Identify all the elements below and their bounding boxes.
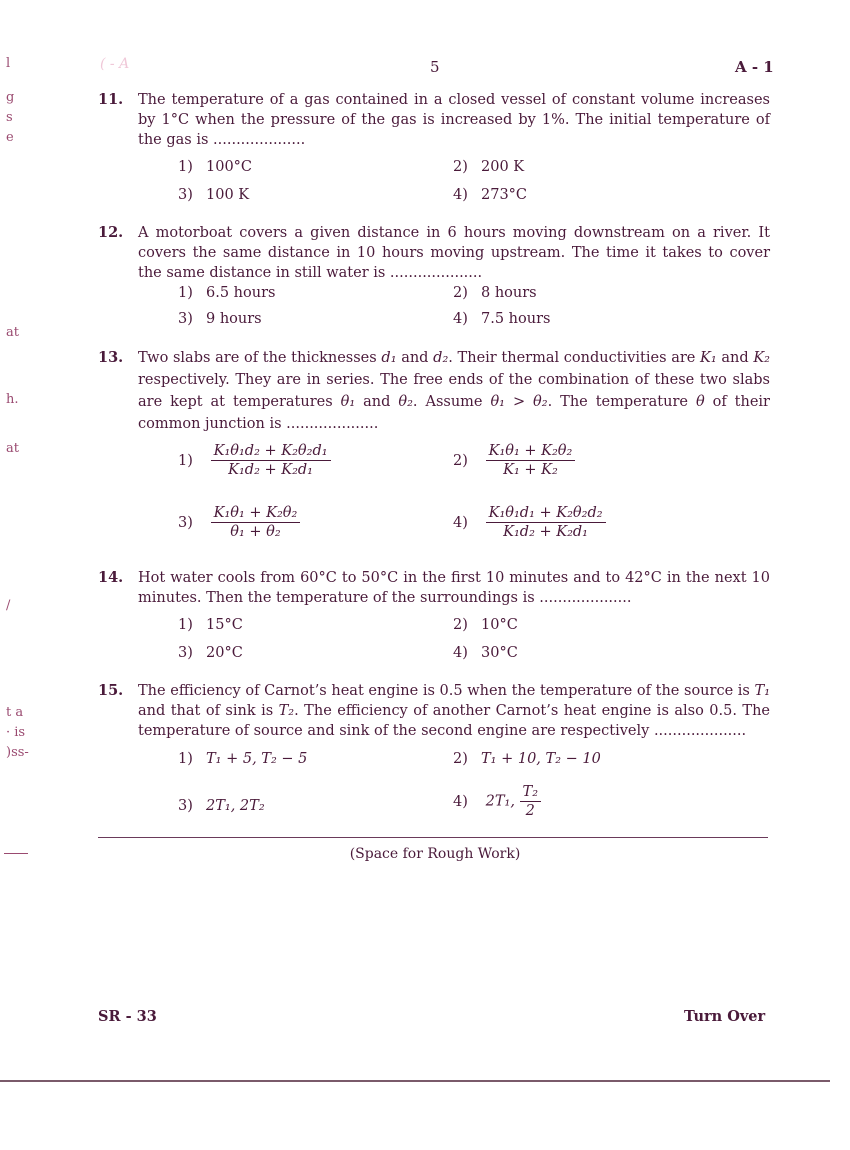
option-4: 4) 30°C bbox=[453, 645, 518, 661]
question-number: 15. bbox=[98, 682, 124, 699]
margin-fragment: h. bbox=[6, 392, 19, 407]
option-3: 3) 20°C bbox=[178, 645, 243, 661]
option-3: 3) $\frac{\text{K₁θ₁ + K₂θ₂}}{\text{θ₁ + θ₂}}$ bbox=[178, 505, 300, 540]
question-number: 11. bbox=[98, 91, 124, 108]
option-3: 3) 100 K bbox=[178, 187, 250, 203]
paper-code: A - 1 bbox=[735, 58, 774, 76]
option-2: 2) $\frac{\text{K₁θ₁ + K₂θ₂}}{\text{K₁ + K₂}}$ bbox=[453, 443, 575, 478]
margin-fragment: g bbox=[6, 90, 15, 105]
question-14 bbox=[98, 568, 770, 608]
question-text: The temperature of a gas contained in a closed vessel of constant volume increases by 1°C when the pressure of the gas is increased by 1%. The initial temperature of the gas is .................... bbox=[138, 92, 770, 148]
margin-fragment: l bbox=[6, 56, 11, 71]
option-4: 4) $\frac{\text{K₁θ₁d₁ + K₂θ₂d₂}}{\text{K₁d₂ + K₂d₁}}$ bbox=[453, 505, 606, 540]
question-11 bbox=[98, 90, 770, 150]
option-1: 1) T₁ + 5, T₂ − 5 bbox=[178, 751, 308, 767]
question-text: A motorboat covers a given distance in 6 hours moving downstream on a river. It covers the same distance in 10 hours moving upstream. The time it takes to cover the same distance in still water is .................... bbox=[138, 225, 770, 281]
question-number: 12. bbox=[98, 224, 124, 241]
question-text: Two slabs are of the thicknesses d₁ and d₂. Their thermal conductivities are K₁ and K₂ respectively. They are in series. The free ends of the combination of these two slabs are kept at temperatures θ₁ and θ₂. Assume θ₁ > θ₂. The temperature θ of their common junction is .................... bbox=[138, 350, 770, 432]
margin-fragment: at bbox=[6, 441, 19, 456]
option-1: 1) $\frac{\text{K₁θ₁d₂ + K₂θ₂d₁}}{\text{K₁d₂ + K₂d₁}}$ bbox=[178, 443, 331, 478]
turn-over-label: Turn Over bbox=[684, 1008, 766, 1025]
page-number: 5 bbox=[430, 58, 440, 76]
page-bottom-line bbox=[0, 1080, 830, 1082]
option-2: 2) 200 K bbox=[453, 159, 525, 175]
margin-fragment: at bbox=[6, 325, 19, 340]
option-3: 3) 2T₁, 2T₂ bbox=[178, 798, 265, 814]
option-1: 1) 100°C bbox=[178, 159, 253, 175]
question-text: Hot water cools from 60°C to 50°C in the first 10 minutes and to 42°C in the next 10 minutes. Then the temperature of the surroundings is .................... bbox=[138, 570, 770, 606]
question-text: The efficiency of Carnot’s heat engine is 0.5 when the temperature of the source is T₁ and that of sink is T₂. The efficiency of another Carnot’s heat engine is also 0.5. The temperature of source and sink of the second engine are respectively .................... bbox=[138, 683, 771, 739]
margin-fragment: · is bbox=[6, 725, 26, 740]
question-number: 14. bbox=[98, 569, 124, 586]
footer-code: SR - 33 bbox=[98, 1008, 157, 1025]
option-4: 4) 7.5 hours bbox=[453, 311, 551, 327]
margin-fragment: / bbox=[6, 598, 11, 613]
question-12 bbox=[98, 223, 770, 283]
question-number: 13. bbox=[98, 349, 124, 366]
option-4: 4) 2T₁, $\frac{\text{T₂}}{2}$ bbox=[453, 784, 541, 819]
rough-work-label: (Space for Rough Work) bbox=[349, 846, 521, 862]
margin-fragment: t a bbox=[6, 705, 24, 720]
option-4: 4) 273°C bbox=[453, 187, 528, 203]
divider bbox=[98, 837, 768, 838]
option-1: 1) 6.5 hours bbox=[178, 285, 276, 301]
margin-fragment: s bbox=[6, 110, 13, 125]
option-2: 2) T₁ + 10, T₂ − 10 bbox=[453, 751, 601, 767]
option-2: 2) 10°C bbox=[453, 617, 518, 633]
ghost-mark: ( - A bbox=[100, 56, 130, 72]
option-2: 2) 8 hours bbox=[453, 285, 537, 301]
question-15 bbox=[98, 681, 770, 741]
option-3: 3) 9 hours bbox=[178, 311, 262, 327]
margin-fragment: )ss- bbox=[6, 745, 29, 760]
question-13 bbox=[98, 347, 770, 435]
margin-fragment: e bbox=[6, 130, 14, 145]
option-1: 1) 15°C bbox=[178, 617, 243, 633]
